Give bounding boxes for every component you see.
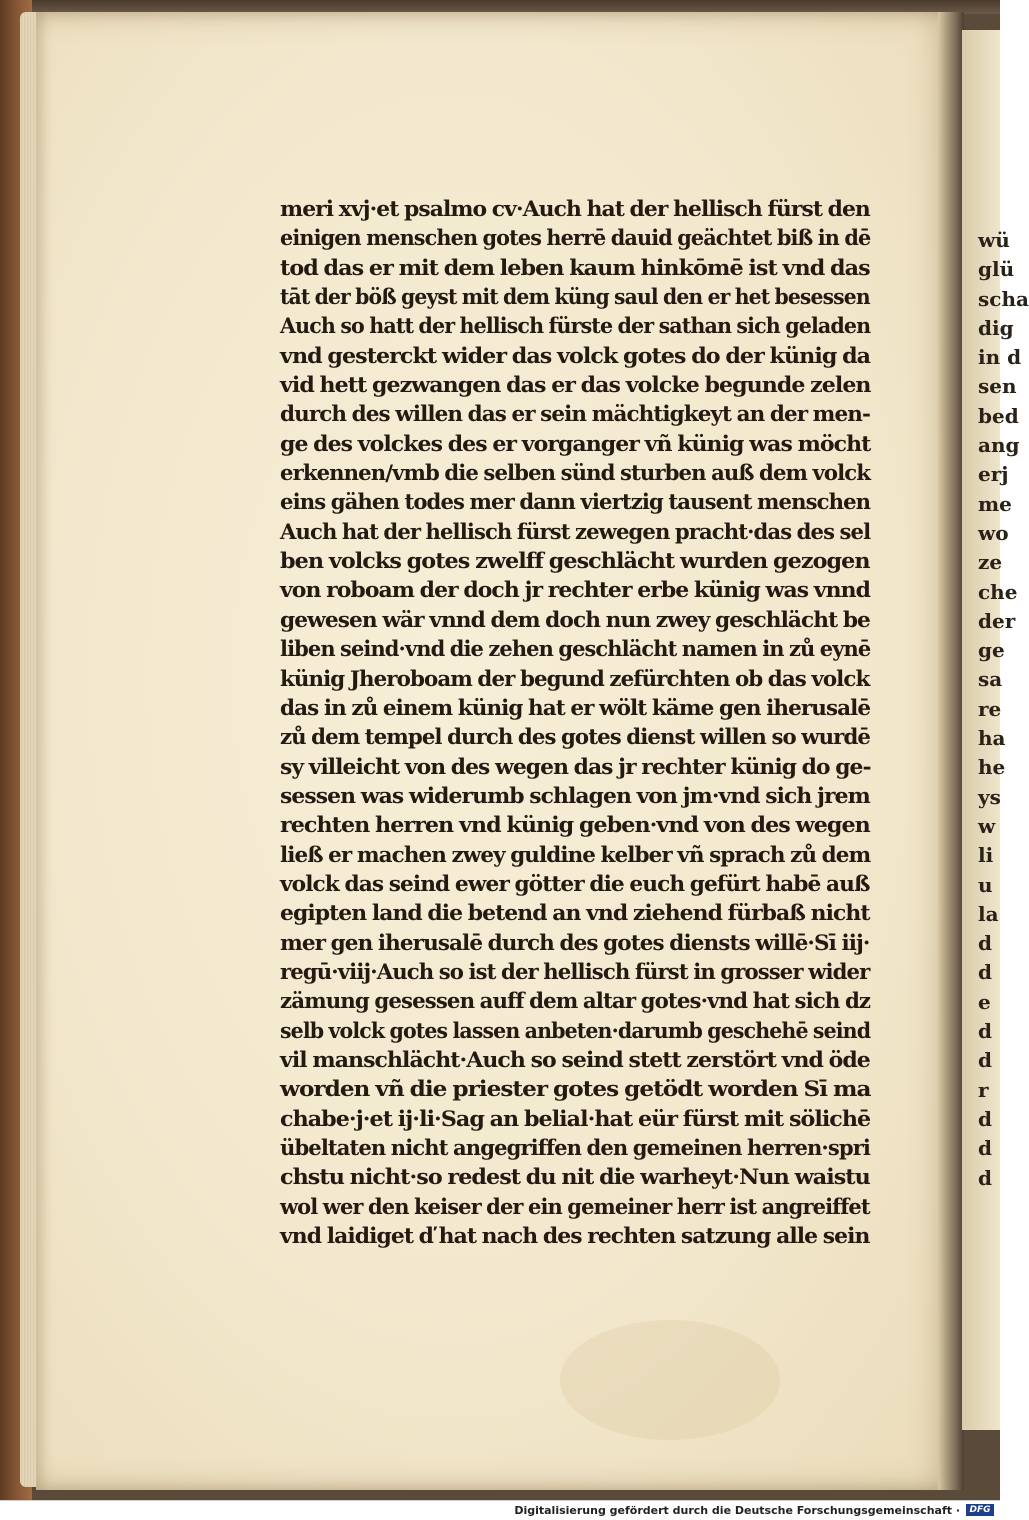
dfg-logo: DFG xyxy=(966,1504,994,1516)
text-line: sessen was widerumb schlagen von jm·vnd sich jrem xyxy=(280,782,870,808)
text-line: chabe·j·et ij·li·Sag an belial·hat eür fürst mit sölichē xyxy=(280,1105,871,1131)
text-line: vnd laidiget ď hat nach des rechten satzung alle sein xyxy=(280,1223,870,1249)
text-line: übeltaten nicht angegriffen den gemeinen herren·spri xyxy=(280,1135,871,1160)
text-line: ben volcks gotes zwelff geschlächt wurden gezogen xyxy=(280,548,870,574)
text-line: tod das er mit dem leben kaum hinkōmē ist vnd das xyxy=(280,254,870,280)
text-line: mer gen iherusalē durch des gotes diensts willē·Sī iij· xyxy=(280,929,870,955)
text-line: sy villeicht von des wegen das jr rechter künig do ge- xyxy=(280,753,871,779)
text-line: zů dem tempel durch des gotes dienst willen so wurdē xyxy=(280,724,871,750)
text-line: einigen menschen gotes herrē dauid geächtet biß in dē xyxy=(280,225,871,251)
text-line: gewesen wär vnnd dem doch nun zwey geschlächt be xyxy=(280,606,870,632)
blackletter-text-block xyxy=(280,194,880,1250)
facing-page-text: wü glü scha dig in d sen bed ang erj me wo ze che der ge sa re ha he ys w li u la d d e d d r d d d xyxy=(978,228,1029,1190)
text-line: durch des willen das er sein mächtigkeyt an der men- xyxy=(280,401,870,427)
text-line: künig Jheroboam der begund zefürchten ob das volck xyxy=(280,665,870,691)
text-line: wol wer den keiser der ein gemeiner herr ist angreiffet xyxy=(280,1193,870,1219)
text-line: liben seind·vnd die zehen geschlächt namen in zů eynē xyxy=(280,636,871,662)
text-line: worden vñ die priester gotes getödt worden Sī ma xyxy=(280,1076,871,1102)
text-line: selb volck gotes lassen anbeten·darumb geschehē seind xyxy=(280,1017,871,1043)
footer-bar xyxy=(0,1500,1000,1520)
text-line: regū·viij·Auch so ist der hellisch fürst in grosser wider xyxy=(280,958,870,984)
text-line: vil manschlächt·Auch so seind stett zerstört vnd öde xyxy=(280,1046,870,1072)
text-line: das in zů einem künig hat er wölt käme gen iherusalē xyxy=(280,694,871,720)
text-line: ließ er machen zwey guldine kelber vñ sprach zů dem xyxy=(280,841,871,867)
funding-credit: Digitalisierung gefördert durch die Deutsche Forschungsgemeinschaft · xyxy=(514,1504,960,1517)
text-line: Auch hat der hellisch fürst zewegen pracht·das des sel xyxy=(280,518,871,544)
text-line: vid hett gezwangen das er das volcke begunde zelen xyxy=(280,372,871,398)
text-line: chstu nicht·so redest du nit die warheyt·Nun waistu xyxy=(280,1164,870,1190)
text-line: egipten land die betend an vnd ziehend fürbaß nicht xyxy=(280,900,870,926)
text-line: meri xvj·et psalmo cv·Auch hat der hellisch fürst den xyxy=(280,196,870,221)
text-line: vnd gesterckt wider das volck gotes do der künig da xyxy=(280,342,871,368)
text-line: rechten herren vnd künig geben·vnd von des wegen xyxy=(280,812,870,838)
text-line: erkennen/vmb die selben sünd sturben auß dem volck xyxy=(280,460,871,486)
facing-page-edge xyxy=(962,30,1029,1430)
text-line: ge des volckes des er vorganger vñ künig was möcht xyxy=(280,430,871,456)
text-line: volck das seind ewer götter die euch gefürt habē auß xyxy=(280,870,870,896)
paper-stain xyxy=(560,1320,780,1440)
book-gutter xyxy=(938,12,964,1490)
text-line: eins gähen todes mer dann viertzig tausent menschen xyxy=(280,489,871,515)
text-line: tāt der böß geyst mit dem küng saul den er het besessen xyxy=(280,284,870,310)
text-line: Auch so hatt der hellisch fürste der sathan sich geladen xyxy=(280,313,871,339)
text-line: zämung gesessen auff dem altar gotes·vnd hat sich dz xyxy=(280,988,871,1014)
text-line: von roboam der doch jr rechter erbe künig was vnnd xyxy=(280,577,871,603)
